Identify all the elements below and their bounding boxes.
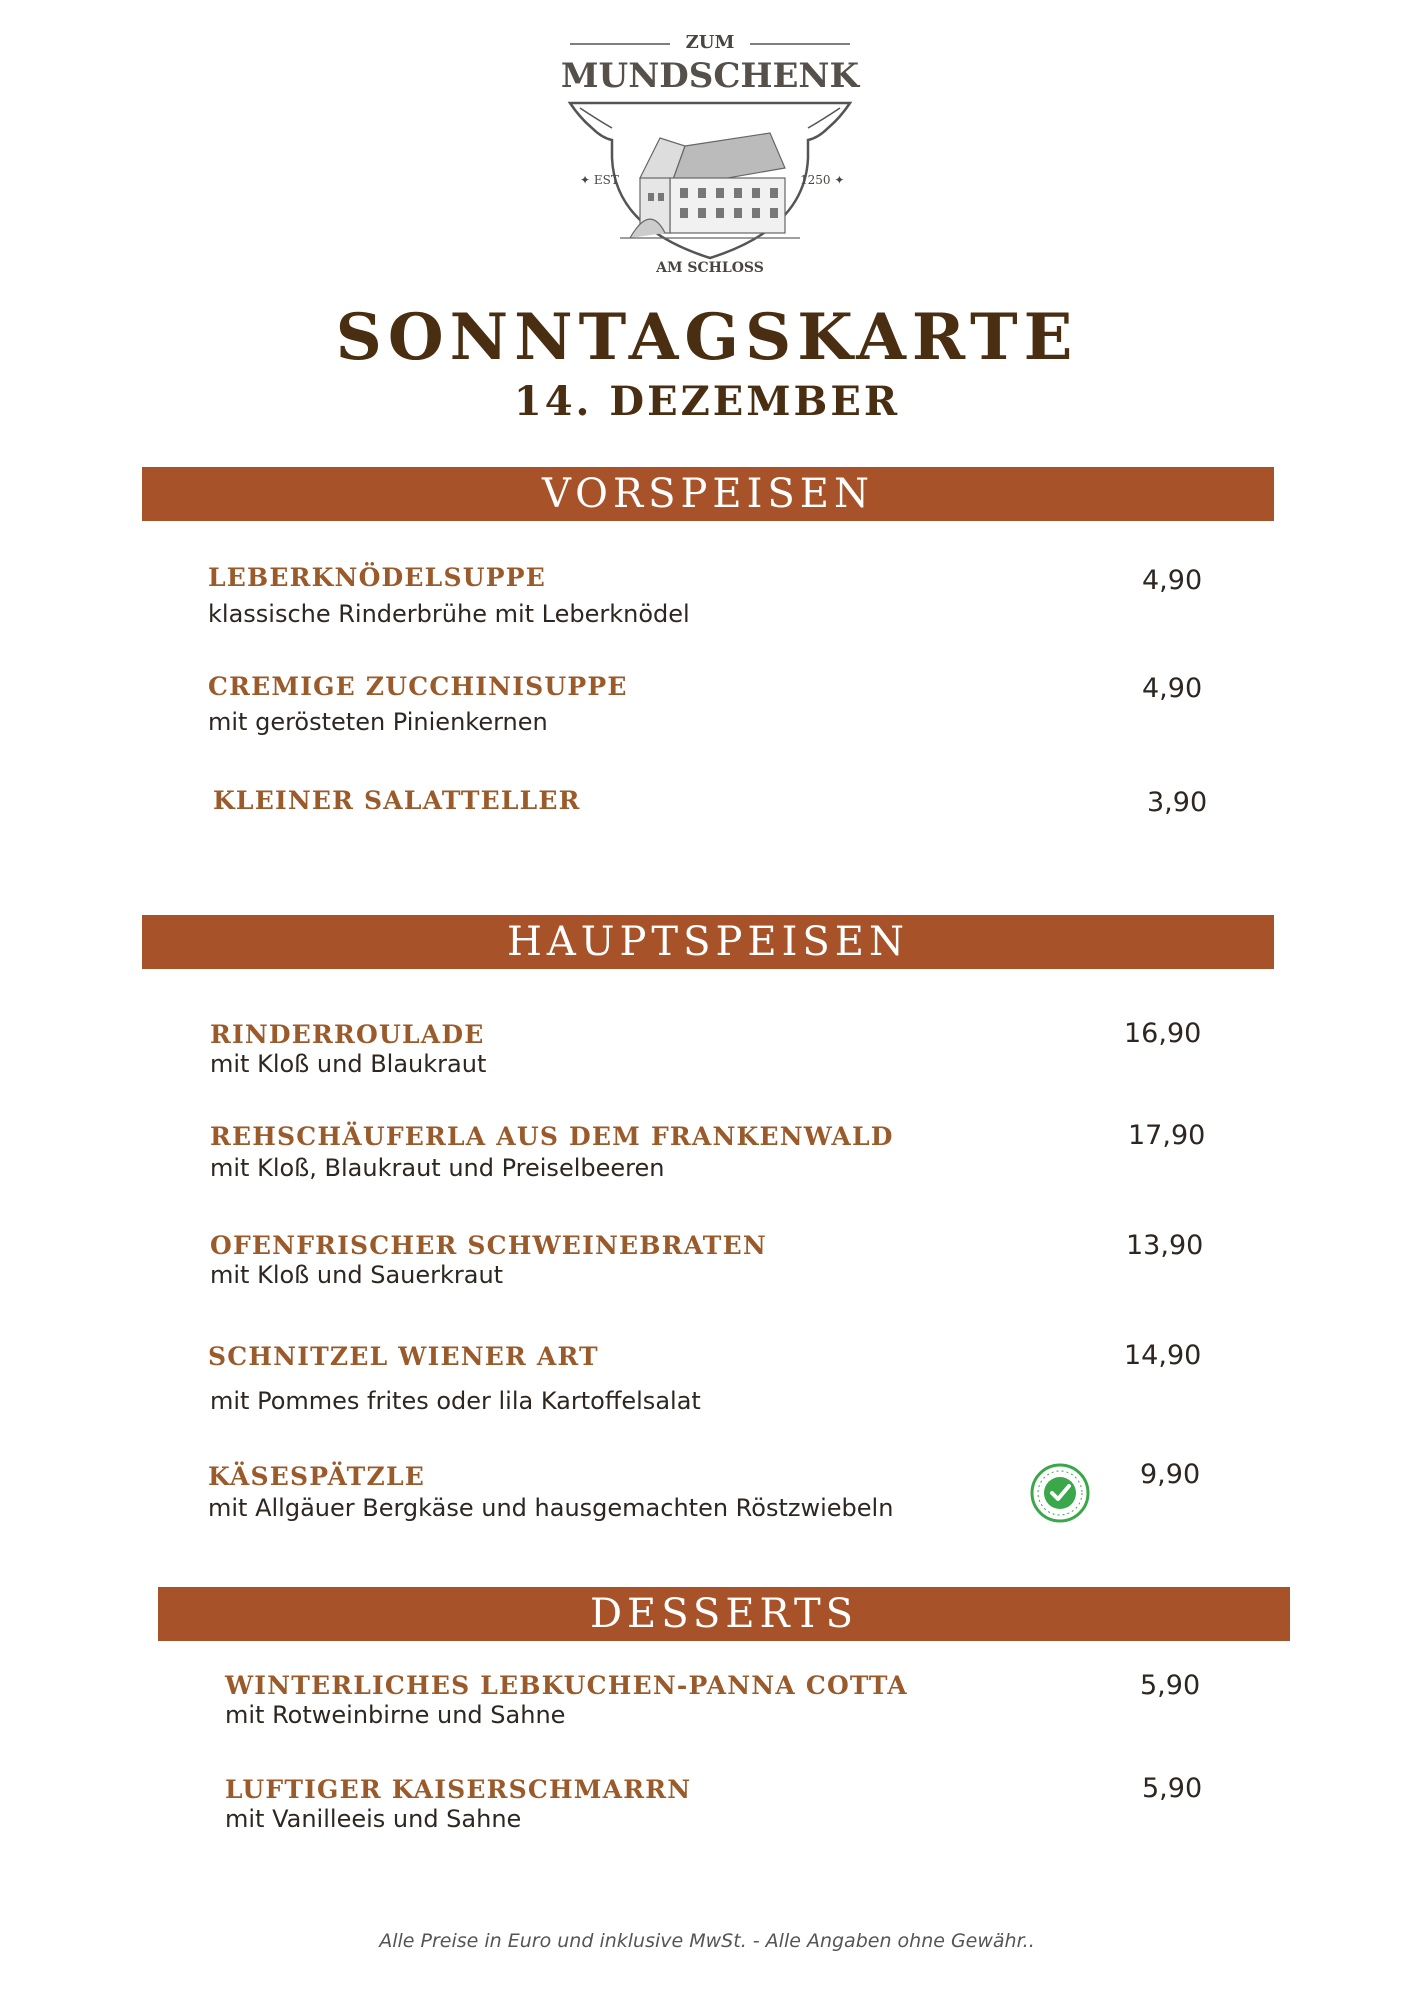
logo-top-text: ZUM (685, 32, 735, 53)
dish-description: mit Kloß und Sauerkraut (210, 1261, 504, 1289)
dish-name: WINTERLICHES LEBKUCHEN-PANNA COTTA (225, 1671, 908, 1700)
dish-description: mit gerösteten Pinienkernen (208, 708, 548, 736)
dish-name: REHSCHÄUFERLA AUS DEM FRANKENWALD (210, 1122, 894, 1151)
logo-est-year: 1250 ✦ (800, 173, 845, 187)
dish-description: klassische Rinderbrühe mit Leberknödel (208, 600, 690, 628)
dish-description: mit Vanilleeis und Sahne (225, 1805, 522, 1833)
dish-price: 3,90 (1147, 787, 1208, 818)
section-title: VORSPEISEN (541, 471, 874, 517)
footer-disclaimer: Alle Preise in Euro und inklusive MwSt. - Alle Angaben ohne Gewähr.. (379, 1930, 1035, 1952)
dish-name: OFENFRISCHER SCHWEINEBRATEN (210, 1231, 767, 1260)
dish-price: 4,90 (1142, 565, 1203, 596)
dish-name: LEBERKNÖDELSUPPE (208, 563, 546, 592)
dish-name: KÄSESPÄTZLE (208, 1462, 425, 1491)
menu-date: 14. DEZEMBER (513, 378, 901, 425)
restaurant-logo (560, 28, 860, 298)
dish-description: mit Pommes frites oder lila Kartoffelsalat (210, 1387, 701, 1415)
logo-est-label: ✦ EST (580, 173, 619, 187)
dish-name: SCHNITZEL WIENER ART (208, 1342, 599, 1371)
dish-price: 14,90 (1124, 1340, 1202, 1371)
menu-title: SONNTAGSKARTE (335, 300, 1079, 375)
dish-name: LUFTIGER KAISERSCHMARRN (225, 1775, 692, 1804)
section-header-hauptspeisen (142, 915, 1274, 969)
dish-name: RINDERROULADE (210, 1020, 485, 1049)
dish-name: CREMIGE ZUCCHINISUPPE (208, 672, 628, 701)
dish-description: mit Rotweinbirne und Sahne (225, 1701, 566, 1729)
dish-price: 9,90 (1140, 1459, 1201, 1490)
dish-price: 5,90 (1142, 1773, 1203, 1804)
dish-price: 16,90 (1124, 1018, 1202, 1049)
section-title: DESSERTS (589, 1591, 859, 1637)
dish-description: mit Allgäuer Bergkäse und hausgemachten Röstzwiebeln (208, 1494, 894, 1522)
logo-name: MUNDSCHENK (560, 56, 860, 96)
dish-price: 13,90 (1126, 1230, 1204, 1261)
dish-price: 5,90 (1140, 1670, 1201, 1701)
section-header-vorspeisen (142, 467, 1274, 521)
house-illustration-icon (620, 133, 800, 238)
dish-name: KLEINER SALATTELLER (213, 786, 581, 815)
dish-description: mit Kloß und Blaukraut (210, 1050, 487, 1078)
section-header-desserts (158, 1587, 1290, 1641)
logo-subtitle: AM SCHLOSS (656, 260, 764, 276)
section-title: HAUPTSPEISEN (507, 919, 909, 965)
dish-price: 17,90 (1128, 1120, 1206, 1151)
vegetarian-badge-icon (1030, 1463, 1090, 1523)
dish-price: 4,90 (1142, 673, 1203, 704)
dish-description: mit Kloß, Blaukraut und Preiselbeeren (210, 1154, 665, 1182)
